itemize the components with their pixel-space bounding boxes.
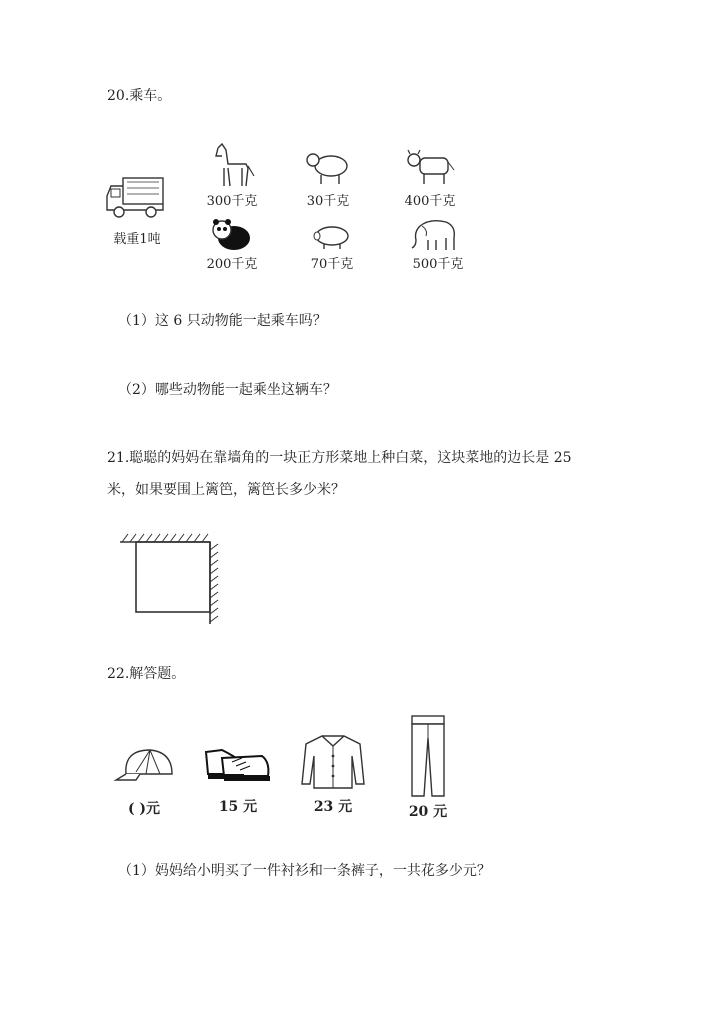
pig-icon (312, 224, 352, 250)
weight-label: 400千克 (404, 194, 456, 209)
pants-icon (408, 714, 448, 798)
sheep-icon (305, 150, 353, 186)
price-label: 23 元 (313, 799, 353, 815)
weight-label: 30千克 (306, 194, 350, 209)
q21-line1: 21.聪聪的妈妈在靠墙角的一块正方形菜地上种白菜，这块菜地的边长是 25 (107, 450, 572, 466)
weight-label: 500千克 (412, 257, 464, 272)
q21-line2: 米，如果要围上篱笆，篱笆长多少米？ (107, 482, 345, 498)
panda-icon (210, 218, 254, 252)
shirt-icon (300, 734, 366, 790)
truck-label: 载重1吨 (113, 232, 161, 247)
truck-icon (105, 172, 167, 222)
price-label: 20 元 (408, 804, 448, 820)
q22-sub1: （1）妈妈给小明买了一件衬衫和一条裤子，一共花多少元？ (118, 863, 491, 879)
elephant-icon (410, 216, 460, 252)
q20-title: 20.乘车。 (107, 88, 172, 104)
q20-sub2: （2）哪些动物能一起乘坐这辆车？ (118, 382, 337, 398)
weight-label: 70千克 (310, 257, 354, 272)
price-label: 15 元 (218, 799, 258, 815)
q20-sub1: （1）这 6 只动物能一起乘车吗？ (118, 313, 327, 329)
q22-title: 22.解答题。 (107, 666, 186, 682)
weight-label: 300千克 (206, 194, 258, 209)
corner-wall-diagram (116, 532, 226, 624)
price-label: ( )元 (127, 801, 161, 817)
horse-icon (212, 142, 256, 188)
cow-icon (406, 150, 456, 186)
shoes-icon (202, 744, 272, 786)
weight-label: 200千克 (206, 257, 258, 272)
cap-icon (116, 744, 176, 784)
